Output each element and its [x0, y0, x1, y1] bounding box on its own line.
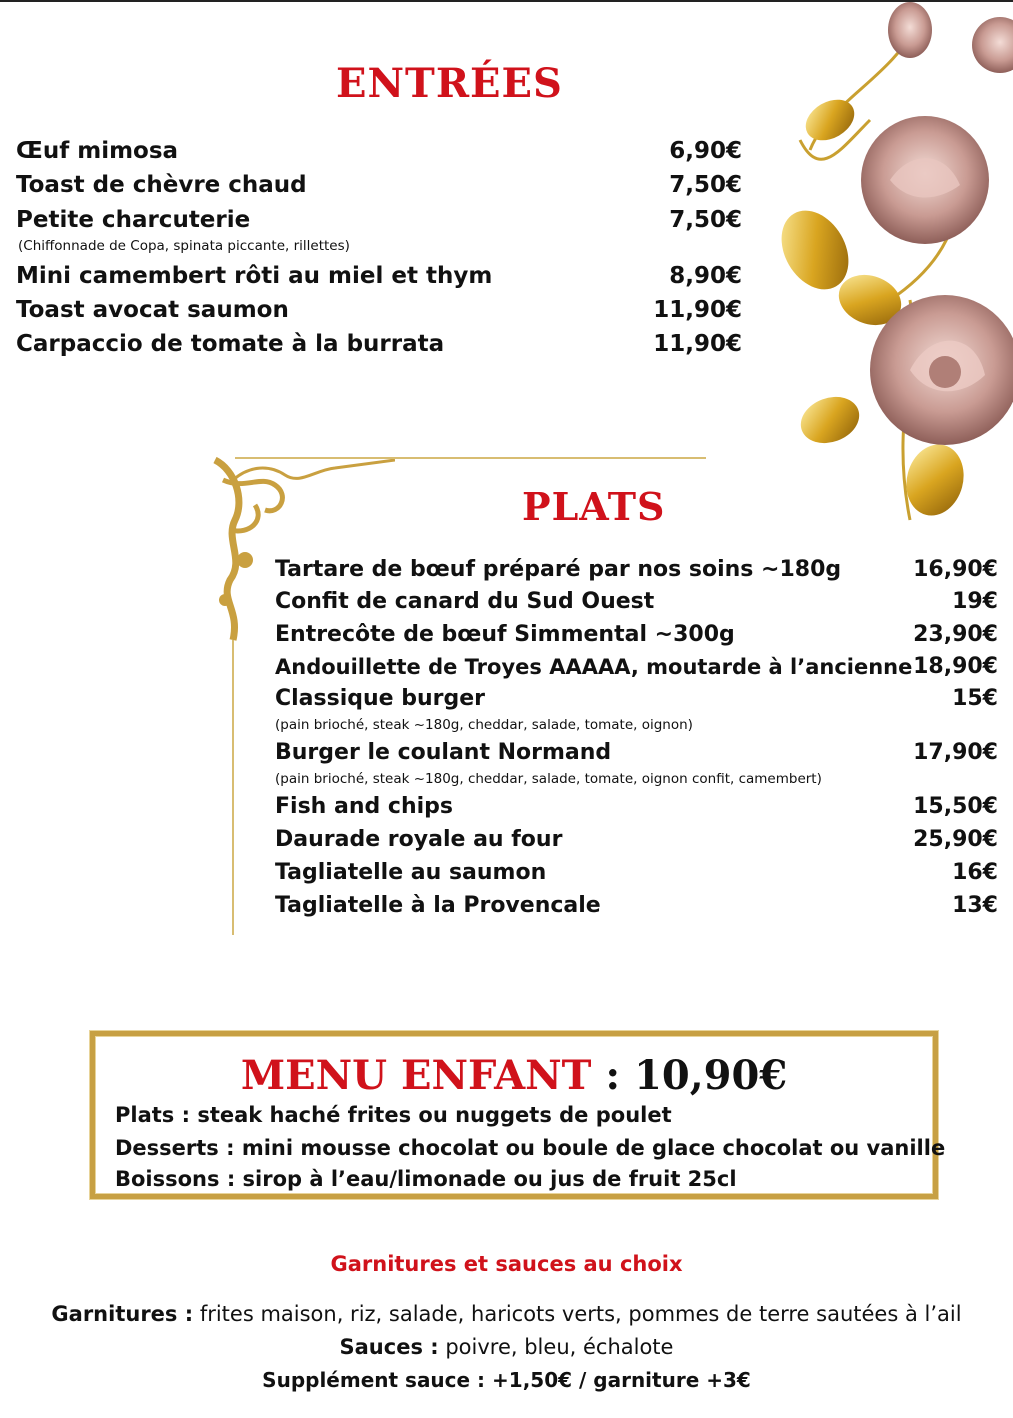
menu-enfant-box	[90, 1031, 946, 1199]
item-note: (pain brioché, steak ~180g, cheddar, salade, tomate, oignon confit, camembert)	[275, 771, 822, 787]
menu-enfant-title	[95, 1052, 933, 1099]
item-price: 17,90€	[913, 740, 998, 765]
item-name: Andouillette de Troyes AAAAA, moutarde à l’ancienne	[275, 655, 913, 679]
item-name: Toast de chèvre chaud	[16, 172, 307, 198]
sauces-text: poivre, bleu, échalote	[438, 1335, 674, 1359]
item-name: Toast avocat saumon	[16, 297, 289, 323]
item-name: Œuf mimosa	[16, 138, 179, 164]
garnitures-line	[0, 1302, 1013, 1326]
item-price: 15,50€	[913, 794, 998, 819]
sauces-label: Sauces :	[339, 1335, 439, 1359]
menu-enfant-separator: :	[591, 1052, 635, 1099]
item-price: 25,90€	[913, 827, 998, 852]
item-price: 11,90€	[653, 331, 742, 357]
item-price: 23,90€	[913, 622, 998, 647]
item-note: (pain brioché, steak ~180g, cheddar, salade, tomate, oignon)	[275, 717, 693, 733]
item-name: Daurade royale au four	[275, 827, 563, 852]
supplement-line: Supplément sauce : +1,50€ / garniture +3€	[262, 1368, 751, 1392]
item-price: 19€	[952, 589, 998, 614]
item-price: 11,90€	[653, 297, 742, 323]
item-price: 18,90€	[913, 654, 998, 679]
item-price: 7,50€	[669, 172, 742, 198]
item-name: Fish and chips	[275, 794, 453, 819]
item-name: Confit de canard du Sud Ouest	[275, 589, 655, 614]
item-price: 16,90€	[913, 557, 998, 582]
item-price: 7,50€	[669, 207, 742, 233]
item-name: Entrecôte de bœuf Simmental ~300g	[275, 622, 735, 647]
item-price: 6,90€	[669, 138, 742, 164]
item-price: 16€	[952, 860, 998, 885]
menu-enfant-line: Desserts : mini mousse chocolat ou boule de glace chocolat ou vanille	[115, 1136, 946, 1160]
item-price: 8,90€	[669, 263, 742, 289]
menu-enfant-price: 10,90€	[634, 1052, 788, 1099]
item-name: Mini camembert rôti au miel et thym	[16, 263, 493, 289]
menu-enfant-line: Boissons : sirop à l’eau/limonade ou jus de fruit 25cl	[115, 1167, 737, 1191]
item-name: Tagliatelle à la Provencale	[275, 893, 601, 918]
plats-title: PLATS	[522, 484, 666, 529]
entrees-title: ENTRÉES	[336, 60, 563, 107]
sauces-line	[0, 1335, 1013, 1359]
garnitures-title: Garnitures et sauces au choix	[330, 1252, 683, 1276]
item-price: 15€	[952, 686, 998, 711]
item-price: 13€	[952, 893, 998, 918]
item-name: Tagliatelle au saumon	[275, 860, 547, 885]
menu-enfant-label: MENU ENFANT	[240, 1052, 592, 1099]
item-note: (Chiffonnade de Copa, spinata piccante, rillettes)	[18, 238, 350, 254]
item-name: Classique burger	[275, 686, 486, 711]
item-name: Carpaccio de tomate à la burrata	[16, 331, 445, 357]
garnitures-text: frites maison, riz, salade, haricots verts, pommes de terre sautées à l’ail	[193, 1302, 962, 1326]
menu-enfant-line: Plats : steak haché frites ou nuggets de poulet	[115, 1103, 672, 1127]
item-name: Burger le coulant Normand	[275, 740, 612, 765]
item-name: Tartare de bœuf préparé par nos soins ~180g	[275, 557, 842, 582]
item-name: Petite charcuterie	[16, 207, 251, 233]
rose-flowers-icon	[770, 0, 1013, 540]
plats-frame-top-line	[390, 457, 706, 459]
garnitures-label: Garnitures :	[51, 1302, 194, 1326]
